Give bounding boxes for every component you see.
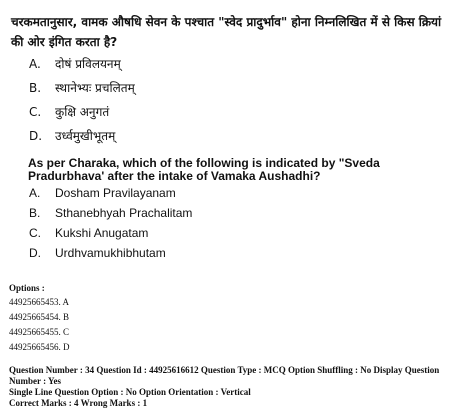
option-text: Sthanebhyah Prachalitam xyxy=(55,206,193,220)
option-d-hindi xyxy=(29,124,429,148)
metadata-line-1: Question Number : 34 Question Id : 44925616612 Question Type : MCQ Option Shuffling : No Display Question Number : Yes xyxy=(9,365,440,386)
options-list-hindi xyxy=(29,52,429,148)
option-a-hindi xyxy=(29,52,429,76)
metadata-line-3: Correct Marks : 4 Wrong Marks : 1 xyxy=(9,398,148,408)
answer-id-row: 44925665454. B xyxy=(9,312,70,322)
question-metadata xyxy=(9,365,457,409)
answer-id-row: 44925665456. D xyxy=(9,342,70,352)
option-letter: D. xyxy=(29,129,43,143)
option-text: कुक्षि अनुगतं xyxy=(55,105,110,119)
question-text-hindi: चरकमतानुसार, वामक औषधि सेवन के पश्चात "स्वेद प्रादुर्भाव" होना निम्नलिखित में से किस क्रियां की ओर इंगित करता है? xyxy=(11,15,442,49)
option-letter: C. xyxy=(29,226,41,240)
option-a-english xyxy=(29,183,429,203)
option-text: दोषं प्रविलयनम् xyxy=(55,57,121,71)
option-c-hindi xyxy=(29,100,429,124)
option-letter: C. xyxy=(29,105,42,119)
option-letter: A. xyxy=(29,57,41,71)
options-title: Options : xyxy=(9,283,45,293)
option-letter: B. xyxy=(29,206,41,220)
option-letter: B. xyxy=(29,81,42,95)
option-d-english xyxy=(29,243,429,263)
option-text: Dosham Pravilayanam xyxy=(55,186,176,200)
answer-id-list xyxy=(9,295,70,355)
option-text: उर्ध्वमुखीभूतम् xyxy=(55,129,116,143)
question-text-english: As per Charaka, which of the following is indicated by "Sveda Pradurbhava' after the intake of Vamaka Aushadhi? xyxy=(28,156,380,183)
option-b-hindi xyxy=(29,76,429,100)
option-letter: D. xyxy=(29,246,41,260)
option-letter: A. xyxy=(29,186,41,200)
metadata-line-2: Single Line Question Option : No Option Orientation : Vertical xyxy=(9,387,251,397)
answer-id-row: 44925665453. A xyxy=(9,297,70,307)
answer-id-row: 44925665455. C xyxy=(9,327,70,337)
option-text: Kukshi Anugatam xyxy=(55,226,149,240)
option-c-english xyxy=(29,223,429,243)
options-list-english xyxy=(29,183,429,263)
option-b-english xyxy=(29,203,429,223)
option-text: Urdhvamukhibhutam xyxy=(55,246,166,260)
option-text: स्थानेभ्यः प्रचलितम् xyxy=(55,81,135,95)
